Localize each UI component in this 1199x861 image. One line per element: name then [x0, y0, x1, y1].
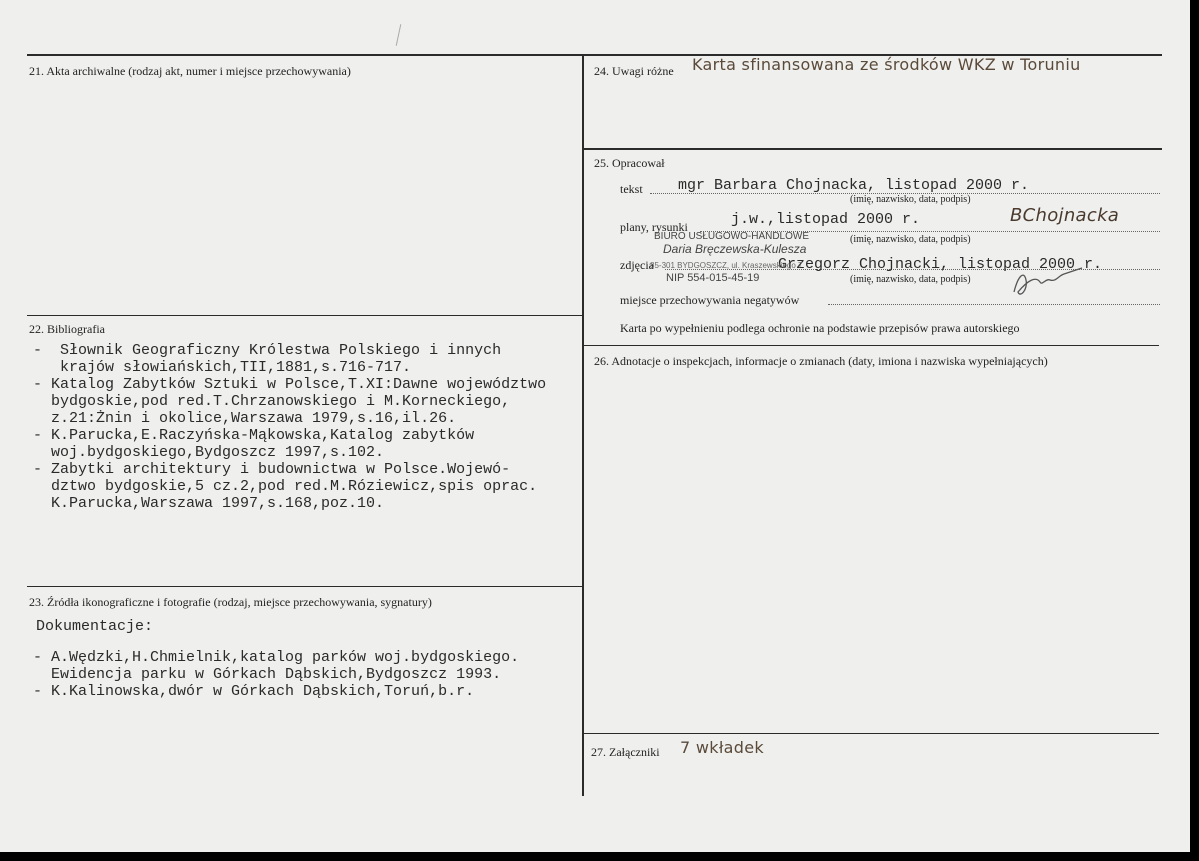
section-27-label: 27. Załączniki: [591, 745, 660, 759]
rule-22: [27, 315, 583, 316]
stamp-line: NIP 554-015-45-19: [666, 272, 760, 284]
section-24-label: 24. Uwagi różne: [594, 64, 674, 78]
tekst-hint: (imię, nazwisko, data, podpis): [850, 194, 971, 205]
signature-scribble: [1006, 262, 1086, 302]
stamp-line: BIURO USŁUGOWO-HANDLOWE: [654, 231, 810, 242]
section-22-label: 22. Bibliografia: [29, 322, 105, 336]
plany-label: plany, rysunki: [620, 220, 688, 234]
rule-27: [583, 733, 1159, 734]
iconography-line: - K.Kalinowska,dwór w Górkach Dąbskich,Toruń,b.r.: [33, 683, 475, 700]
bibliography-line: - K.Parucka,E.Raczyńska-Mąkowska,Katalog zabytków: [33, 427, 475, 444]
iconography-line: - A.Wędzki,H.Chmielnik,katalog parków woj.bydgoskiego.: [33, 649, 520, 666]
negatywy-line: [828, 304, 1160, 305]
zdjecia-label: zdjęcia: [620, 258, 654, 272]
attachments-handwritten: 7 wkładek: [680, 738, 764, 757]
iconography-line: Ewidencja parku w Górkach Dąbskich,Bydgoszcz 1993.: [33, 666, 502, 683]
bibliography-line: - Słownik Geograficzny Królestwa Polskiego i innych: [33, 342, 502, 359]
zdjecia-value: Grzegorz Chojnacki, listopad 2000 r.: [778, 256, 1103, 273]
rule-23: [27, 586, 583, 587]
documentation-heading: Dokumentacje:: [36, 618, 154, 635]
bibliography-line: z.21:Żnin i okolice,Warszawa 1979,s.16,il.26.: [33, 410, 457, 427]
plany-hint: (imię, nazwisko, data, podpis): [850, 234, 971, 245]
section-25-label: 25. Opracował: [594, 156, 665, 170]
signature-chojnacka: BChojnacka: [1010, 205, 1120, 226]
center-divider: [582, 54, 584, 796]
funding-note-handwritten: Karta sfinansowana ze środków WKZ w Toruniu: [692, 55, 1081, 74]
stamp-line: 85-301 BYDGOSZCZ, ul. Kraszewskiego 7: [650, 261, 803, 270]
negatywy-label: miejsce przechowywania negatywów: [620, 293, 800, 307]
pencil-mark: [396, 24, 402, 46]
bibliography-line: bydgoskie,pod red.T.Chrzanowskiego i M.Korneckiego,: [33, 393, 511, 410]
section-26-label: 26. Adnotacje o inspekcjach, informacje o zmianach (daty, imiona i nazwiska wypełniających): [594, 354, 1048, 368]
zdjecia-hint: (imię, nazwisko, data, podpis): [850, 274, 971, 285]
section-21-label: 21. Akta archiwalne (rodzaj akt, numer i miejsce przechowywania): [29, 64, 351, 78]
rule-25: [583, 148, 1162, 150]
bibliography-line: dztwo bydgoskie,5 cz.2,pod red.M.Róziewicz,spis oprac.: [33, 478, 538, 495]
bibliography-line: K.Parucka,Warszawa 1997,s.168,poz.10.: [33, 495, 385, 512]
stamp-line: Daria Bręczewska-Kulesza: [663, 242, 807, 256]
plany-value: j.w.,listopad 2000 r.: [731, 211, 921, 228]
bibliography-line: - Zabytki architektury i budownictwa w Polsce.Wojewó-: [33, 461, 511, 478]
tekst-label: tekst: [620, 182, 643, 196]
tekst-value: mgr Barbara Chojnacka, listopad 2000 r.: [678, 177, 1030, 194]
bibliography-line: - Katalog Zabytków Sztuki w Polsce,T.XI:Dawne województwo: [33, 376, 547, 393]
bibliography-line: krajów słowiańskich,TII,1881,s.716-717.: [33, 359, 412, 376]
copyright-note: Karta po wypełnieniu podlega ochronie na podstawie przepisów prawa autorskiego: [620, 321, 1020, 335]
rule-26: [583, 345, 1159, 346]
section-23-label: 23. Źródła ikonograficzne i fotografie (rodzaj, miejsce przechowywania, sygnatury): [29, 595, 432, 609]
bibliography-line: woj.bydgoskiego,Bydgoszcz 1997,s.102.: [33, 444, 385, 461]
